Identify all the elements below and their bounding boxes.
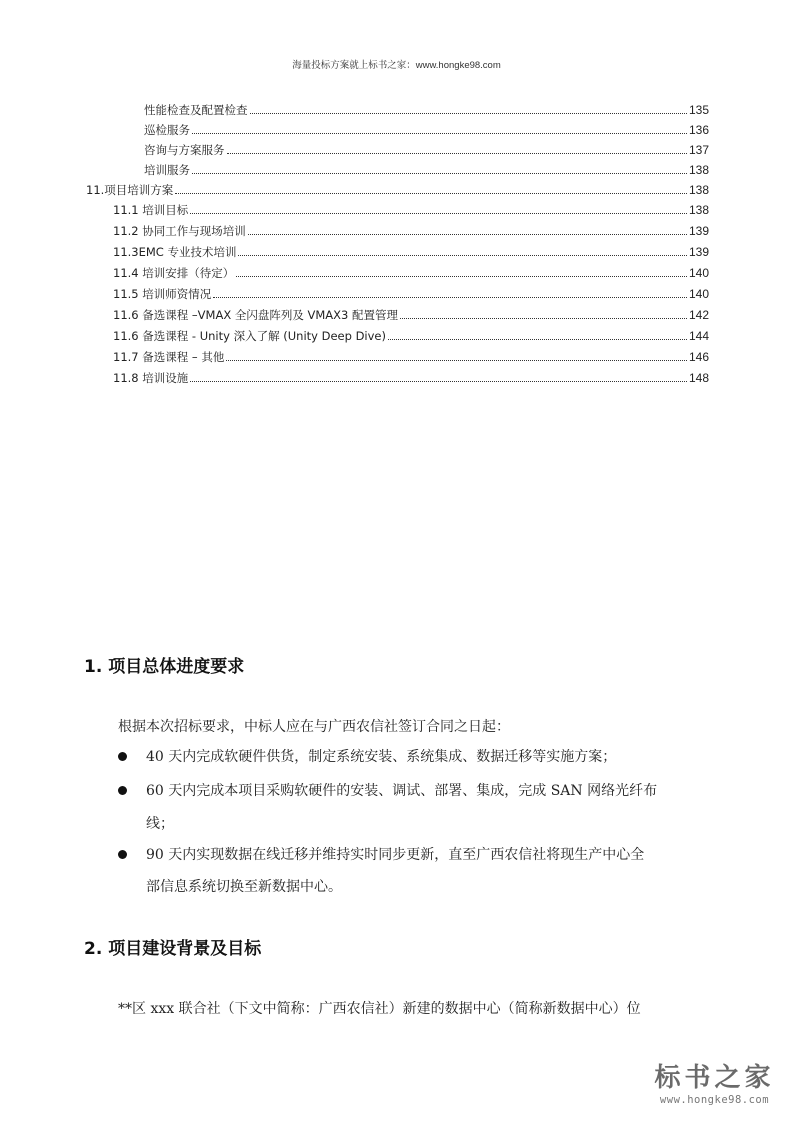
toc-entry[interactable] — [113, 324, 709, 344]
toc-leader — [213, 297, 687, 298]
toc-entry[interactable] — [113, 261, 709, 281]
toc-leader — [388, 339, 687, 340]
toc-entry-label: 11.6 备选课程 –VMAX 全闪盘阵列及 VMAX3 配置管理 — [113, 308, 399, 322]
toc-entry-page: 137 — [688, 143, 709, 157]
toc-entry[interactable] — [86, 178, 709, 198]
toc-entry-page: 135 — [688, 103, 709, 117]
toc-entry-label: 11.8 培训设施 — [113, 371, 189, 385]
bullet-item-2-cont: 线； — [146, 816, 174, 832]
toc-entry-label: 11.4 培训安排（待定） — [113, 266, 235, 280]
toc-entry[interactable] — [113, 303, 709, 323]
toc-entry-page: 138 — [688, 183, 709, 197]
toc-entry-page: 142 — [688, 308, 709, 322]
toc-entry-label: 11.3EMC 专业技术培训 — [113, 245, 237, 259]
section-1-intro: 根据本次招标要求，中标人应在与广西农信社签订合同之日起： — [118, 719, 510, 735]
toc-entry[interactable] — [113, 240, 709, 260]
header-prefix: 海量投标方案就上标书之家： — [292, 60, 416, 71]
toc-entry-label: 咨询与方案服务 — [144, 143, 225, 157]
toc-entry-page: 144 — [688, 329, 709, 343]
logo-title: 标书之家 — [654, 1063, 775, 1093]
bullet-icon — [118, 786, 127, 795]
toc-entry-page: 139 — [688, 245, 709, 259]
toc-leader — [190, 213, 687, 214]
toc-entry-label: 11.6 备选课程 - Unity 深入了解 (Unity Deep Dive) — [113, 329, 386, 343]
toc-entry-label: 培训服务 — [144, 163, 190, 177]
toc-entry-page: 139 — [688, 224, 709, 238]
toc-leader — [248, 234, 687, 235]
bullet-icon — [118, 752, 127, 761]
toc-entry-page: 136 — [688, 123, 709, 137]
section-1-heading: 1. 项目总体进度要求 — [84, 657, 245, 677]
toc-leader — [192, 133, 687, 134]
bullet-item-3: 90 天内实现数据在线迁移并维持实时同步更新，直至广西农信社将现生产中心全 — [146, 847, 645, 863]
toc-entry-label: 11.5 培训师资情况 — [113, 287, 212, 301]
toc-entry-label: 巡检服务 — [144, 123, 190, 137]
header-url: www.hongke98.com — [415, 60, 501, 71]
toc-entry-label: 11.1 培训目标 — [113, 203, 189, 217]
toc-entry[interactable] — [113, 198, 709, 218]
toc-entry-page: 140 — [688, 287, 709, 301]
toc-entry-label: 11.项目培训方案 — [86, 183, 174, 197]
toc-leader — [175, 193, 687, 194]
toc-entry-page: 140 — [688, 266, 709, 280]
toc-entry[interactable] — [144, 158, 709, 178]
toc-leader — [227, 153, 687, 154]
toc-entry[interactable] — [144, 98, 709, 118]
bullet-item-1: 40 天内完成软硬件供货，制定系统安装、系统集成、数据迁移等实施方案； — [146, 749, 617, 765]
bullet-item-2: 60 天内完成本项目采购软硬件的安装、调试、部署、集成，完成 SAN 网络光纤布 — [146, 783, 658, 799]
toc-entry-page: 146 — [688, 350, 709, 364]
toc-entry-label: 11.2 协同工作与现场培训 — [113, 224, 246, 238]
toc-leader — [250, 113, 687, 114]
toc-entry[interactable] — [113, 219, 709, 239]
bullet-item-3-cont: 部信息系统切换至新数据中心。 — [146, 879, 342, 895]
page-header — [0, 57, 793, 71]
toc-entry-page: 148 — [688, 371, 709, 385]
toc-entry[interactable] — [144, 138, 709, 158]
toc-leader — [192, 173, 687, 174]
toc-leader — [236, 276, 687, 277]
toc-leader — [226, 360, 687, 361]
toc-entry[interactable] — [144, 118, 709, 138]
watermark-logo — [652, 1063, 777, 1107]
toc-entry-label: 11.7 备选课程 – 其他 — [113, 350, 225, 364]
section-2-heading: 2. 项目建设背景及目标 — [84, 939, 262, 959]
toc-entry-label: 性能检查及配置检查 — [144, 103, 248, 117]
toc-entry[interactable] — [113, 345, 709, 365]
section-2-paragraph: **区 xxx 联合社（下文中简称：广西农信社）新建的数据中心（简称新数据中心）位 — [118, 1001, 641, 1017]
toc-entry-page: 138 — [688, 163, 709, 177]
logo-url: www.hongke98.com — [659, 1094, 770, 1106]
toc-entry-page: 138 — [688, 203, 709, 217]
toc-leader — [190, 381, 687, 382]
bullet-icon — [118, 850, 127, 859]
toc-entry[interactable] — [113, 366, 709, 386]
toc-leader — [238, 255, 686, 256]
toc-entry[interactable] — [113, 282, 709, 302]
toc-leader — [400, 318, 687, 319]
